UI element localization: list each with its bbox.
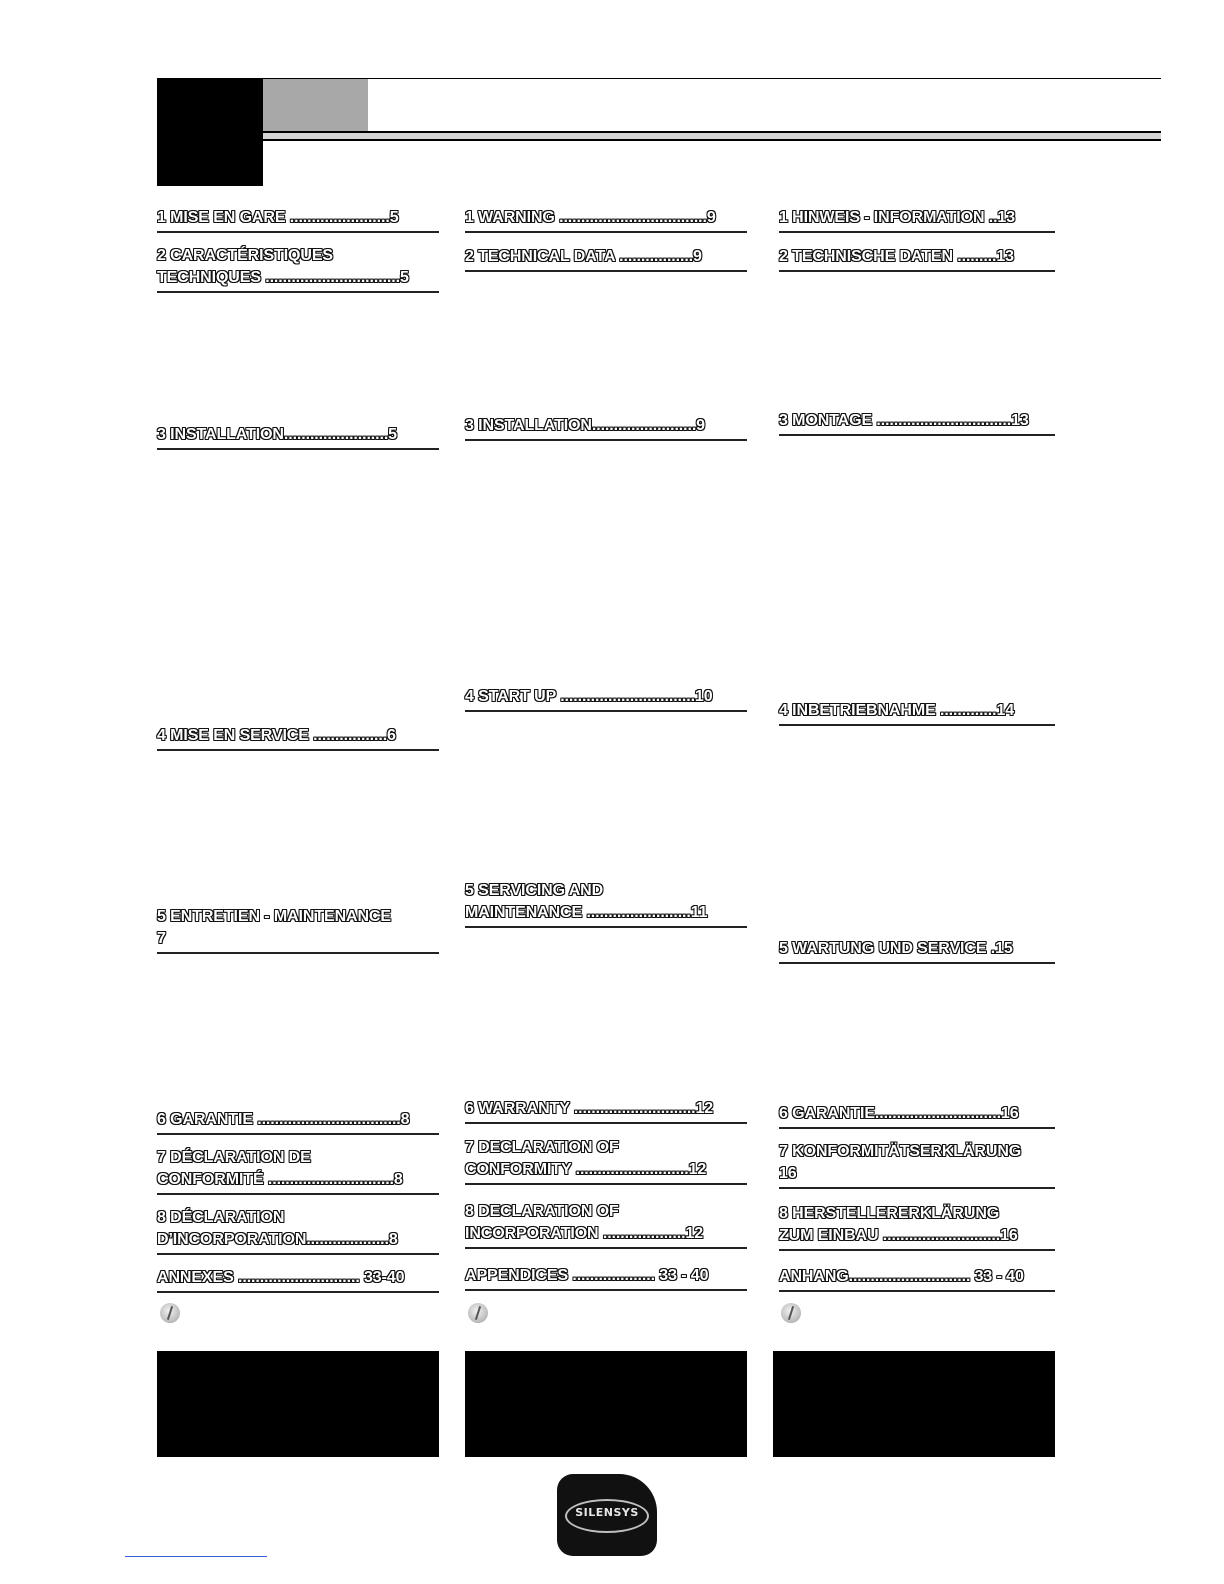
toc-fr-3[interactable]: 3 INSTALLATION........................5: [157, 424, 439, 450]
header-black-block: [157, 78, 263, 186]
toc-de-6[interactable]: 6 GARANTIE.............................16: [779, 1103, 1055, 1129]
toc-de-4[interactable]: 4 INBETRIEBNAHME .............14: [779, 700, 1055, 726]
toc-de-3[interactable]: 3 MONTAGE ...............................13: [779, 410, 1055, 436]
toc-de-7[interactable]: 7 KONFORMITÄTSERKLÄRUNG 16: [779, 1141, 1055, 1189]
toc-en-3[interactable]: 3 INSTALLATION........................9: [465, 415, 747, 441]
toc-fr-1[interactable]: 1 MISE EN GARE .......................5: [157, 207, 439, 233]
toc-de-2[interactable]: 2 TECHNISCHE DATEN .........13: [779, 246, 1055, 272]
black-box-german: [773, 1351, 1055, 1457]
hand-pointer-icon: [781, 1303, 801, 1323]
toc-en-7[interactable]: 7 DECLARATION OF CONFORMITY ..........................12: [465, 1137, 747, 1185]
header-rule: [263, 131, 1161, 141]
toc-en-1[interactable]: 1 WARNING ..................................9: [465, 207, 747, 233]
toc-fr-annexes[interactable]: ANNEXES ............................ 33-40: [157, 1267, 439, 1293]
footer-link-underline[interactable]: [125, 1556, 267, 1557]
brand-logo: [557, 1474, 657, 1556]
toc-fr-7[interactable]: 7 DÉCLARATION DE CONFORMITÉ .............................8: [157, 1147, 439, 1195]
black-box-english: [465, 1351, 747, 1457]
toc-en-2[interactable]: 2 TECHNICAL DATA .................9: [465, 246, 747, 272]
toc-en-5[interactable]: 5 SERVICING AND MAINTENANCE ........................11: [465, 880, 747, 928]
toc-en-4[interactable]: 4 START UP ...............................10: [465, 686, 747, 712]
toc-de-5[interactable]: 5 WARTUNG UND SERVICE .15: [779, 938, 1055, 964]
toc-de-8[interactable]: 8 HERSTELLERERKLÄRUNG ZUM EINBAU ...........................16: [779, 1203, 1055, 1251]
header-grey-block: [263, 79, 368, 133]
hand-pointer-icon: [160, 1303, 180, 1323]
toc-fr-8[interactable]: 8 DÉCLARATION D’INCORPORATION...................8: [157, 1207, 439, 1255]
black-box-french: [157, 1351, 439, 1457]
hand-pointer-icon: [468, 1303, 488, 1323]
toc-fr-6[interactable]: 6 GARANTIE .................................8: [157, 1109, 439, 1135]
toc-de-1[interactable]: 1 HINWEIS - INFORMATION ..13: [779, 207, 1055, 233]
toc-en-8[interactable]: 8 DECLARATION OF INCORPORATION ...................12: [465, 1201, 747, 1249]
toc-en-6[interactable]: 6 WARRANTY ............................12: [465, 1098, 747, 1124]
toc-de-anhang[interactable]: ANHANG............................ 33 - 40: [779, 1266, 1055, 1292]
toc-fr-2[interactable]: 2 CARACTÉRISTIQUES TECHNIQUES ...............................5: [157, 245, 439, 293]
logo-text: SILENSYS: [575, 1506, 639, 1519]
header-top-line: [263, 78, 1161, 79]
toc-fr-4[interactable]: 4 MISE EN SERVICE .................6: [157, 725, 439, 751]
toc-en-appendices[interactable]: APPENDICES ................... 33 - 40: [465, 1265, 747, 1291]
toc-fr-5[interactable]: 5 ENTRETIEN - MAINTENANCE 7: [157, 906, 439, 954]
